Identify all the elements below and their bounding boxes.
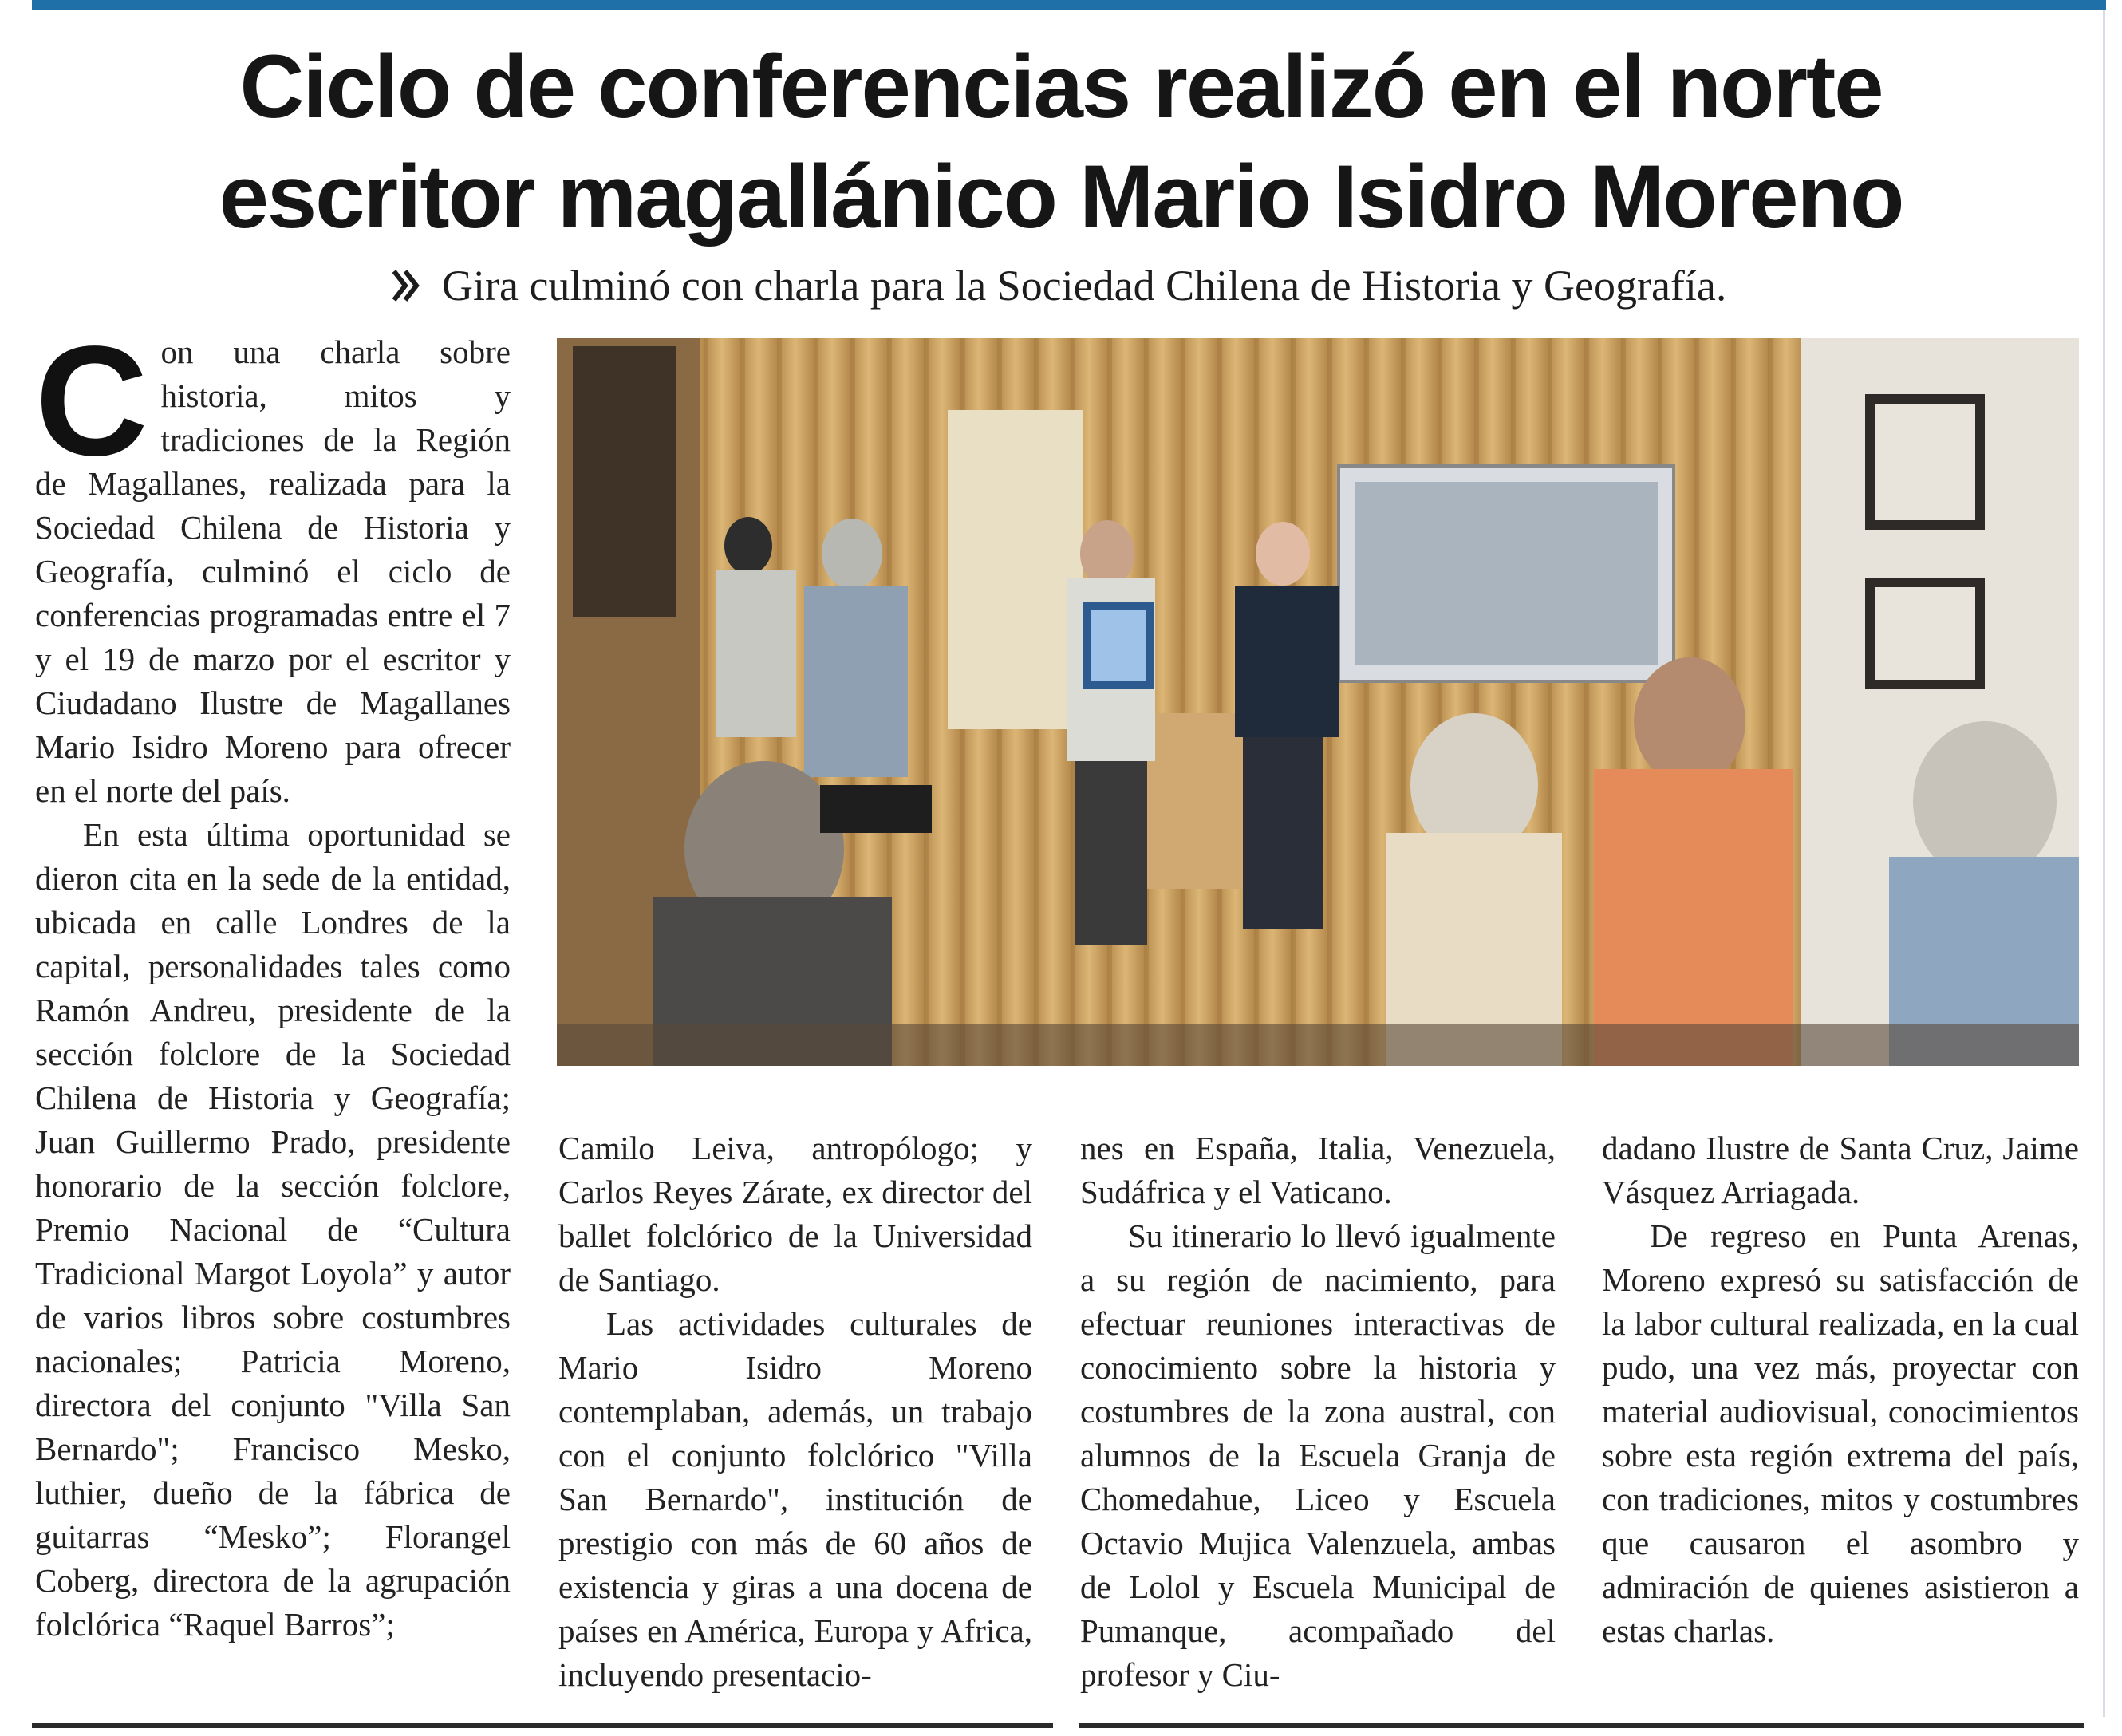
paragraph: nes en España, Italia, Venezuela, Sudáfrica y el Vaticano. <box>1080 1130 1556 1210</box>
article-column-1 <box>35 314 511 1647</box>
event-photo-illustration <box>557 338 2079 1066</box>
article-column-2 <box>558 1126 1032 1697</box>
article-column-3 <box>1080 1126 1556 1697</box>
page-edge-rule <box>2103 10 2105 1717</box>
bottom-rule-left <box>32 1723 1053 1728</box>
article-column-4 <box>1602 1126 2079 1653</box>
subheadline-text: Gira culminó con charla para la Sociedad Chilena de Historia y Geografía. <box>442 262 1727 310</box>
paragraph: De regreso en Punta Arenas, Moreno expresó su satisfacción de la labor cultural realizada, en la cual pudo, una vez más, proyectar con material audiovisual, conocimientos sobre esta región extrema del país, con tradiciones, mitos y costumbres que causaron el asombro y admiración de quienes asistieron a estas charlas. <box>1602 1217 2079 1649</box>
paragraph: Camilo Leiva, antropólogo; y Carlos Reyes Zárate, ex director del ballet folclórico de la Universidad de Santiago. <box>558 1130 1032 1298</box>
paragraph: dadano Ilustre de Santa Cruz, Jaime Vásquez Arriagada. <box>1602 1130 2079 1210</box>
subheadline <box>391 254 1907 318</box>
paragraph: Su itinerario lo llevó igualmente a su región de nacimiento, para efectuar reuniones interactivas de conocimiento sobre la historia y costumbres de la zona austral, con alumnos de la Escuela Granja de Chomedahue, Liceo y Escuela Octavio Mujica Valenzuela, ambas de Lolol y Escuela Municipal de Pumanque, acompañado del profesor y Ciu- <box>1080 1217 1556 1693</box>
double-chevron-right-icon <box>391 262 421 310</box>
headline-line-2: escritor magallánico Mario Isidro Moreno <box>219 147 1903 247</box>
headline-line-1: Ciclo de conferencias realizó en el norte <box>239 37 1883 136</box>
paragraph: Las actividades culturales de Mario Isidro Moreno contemplaban, además, un trabajo con el conjunto folclórico "Villa San Bernardo", institución de prestigio con más de 60 años de existencia y giras a una docena de países en América, Europa y Africa, incluyendo presentacio- <box>558 1305 1032 1693</box>
drop-cap: C <box>35 314 148 488</box>
headline <box>0 32 2122 252</box>
top-accent-rule <box>32 0 2106 10</box>
paragraph <box>35 314 511 813</box>
bottom-rule-right <box>1079 1723 2084 1728</box>
paragraph-text: on una charla sobre historia, mitos y tradiciones de la Región de Magallanes, realizada para la Sociedad Chilena de Historia y Geografía, culminó el ciclo de conferencias programadas entre el 7 y el 19 de marzo por el escritor y Ciudadano Ilustre de Magallanes Mario Isidro Moreno para ofrecer en el norte del país. <box>35 333 511 809</box>
event-photo <box>557 338 2079 1066</box>
paragraph: En esta última oportunidad se dieron cita en la sede de la entidad, ubicada en calle Londres de la capital, personalidades tales como Ramón Andreu, presidente de la sección folclore de la Sociedad Chilena de Historia y Geografía; Juan Guillermo Prado, presidente honorario de la sección folclore, Premio Nacional de “Cultura Tradicional Margot Loyola” y autor de varios libros sobre costumbres nacionales; Patricia Moreno, directora del conjunto "Villa San Bernardo"; Francisco Mesko, luthier, dueño de la fábrica de guitarras “Mesko”; Florangel Coberg, directora de la agrupación folclórica “Raquel Barros”; <box>35 816 511 1643</box>
